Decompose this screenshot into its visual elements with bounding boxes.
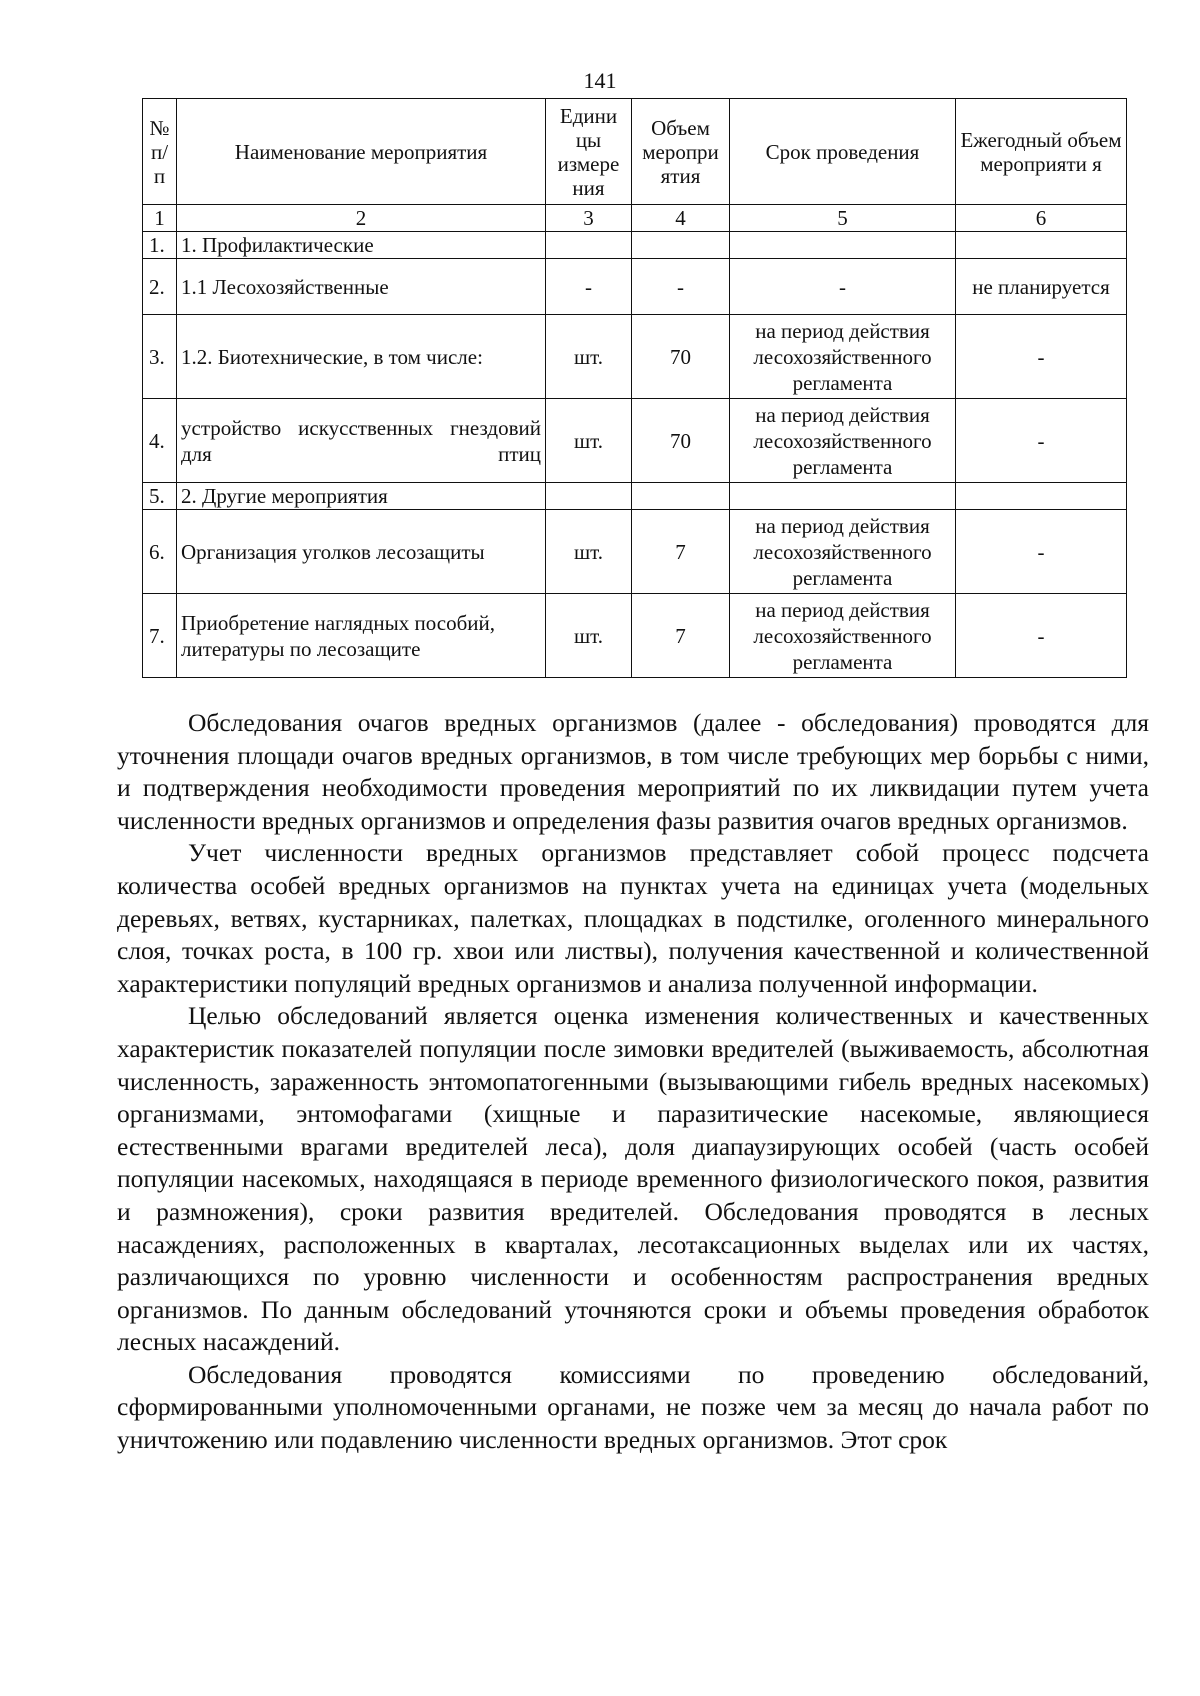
table-cell: 6	[956, 205, 1127, 232]
col-header-term: Срок проведения	[730, 99, 956, 205]
table-cell: 2. Другие мероприятия	[177, 483, 546, 510]
table-cell: Организация уголков лесозащиты	[177, 510, 546, 594]
table-cell	[956, 483, 1127, 510]
table-cell: 5	[730, 205, 956, 232]
table-cell: -	[956, 594, 1127, 678]
measures-table	[142, 98, 1127, 678]
table-cell: 3.	[143, 315, 177, 399]
table-cell: шт.	[546, 594, 632, 678]
table-cell: 1.	[143, 232, 177, 259]
table-cell: шт.	[546, 510, 632, 594]
table-cell: 70	[632, 315, 730, 399]
table-header-row	[143, 99, 1127, 205]
table-cell: 2.	[143, 259, 177, 315]
table-cell	[546, 232, 632, 259]
table-cell: -	[632, 259, 730, 315]
paragraph: Обследования проводятся комиссиями по проведению обследований, сформированными уполномоченными органами, не позже чем за месяц до начала работ по уничтожению или подавлению численности вредных организмов. Этот срок	[117, 1359, 1149, 1455]
table-cell	[730, 232, 956, 259]
table-row	[143, 483, 1127, 510]
table-cell: 7.	[143, 594, 177, 678]
table-row	[143, 315, 1127, 399]
table-cell	[956, 232, 1127, 259]
table-row	[143, 594, 1127, 678]
table-cell: Приобретение наглядных пособий, литературы по лесозащите	[177, 594, 546, 678]
table-cell: устройство искусственных гнездовий для птиц	[177, 399, 546, 483]
table-cell: -	[730, 259, 956, 315]
col-header-annual-volume: Ежегодный объем мероприяти я	[956, 99, 1127, 205]
table-row	[143, 510, 1127, 594]
column-index-row	[143, 205, 1127, 232]
table-cell: 6.	[143, 510, 177, 594]
table-cell: на период действия лесохозяйственного регламента	[730, 399, 956, 483]
table-row	[143, 399, 1127, 483]
table-cell	[730, 483, 956, 510]
table-cell: 5.	[143, 483, 177, 510]
table-cell: на период действия лесохозяйственного регламента	[730, 510, 956, 594]
col-header-unit: Едини цы измере ния	[546, 99, 632, 205]
table-cell	[632, 483, 730, 510]
table-cell	[546, 483, 632, 510]
table-cell: 2	[177, 205, 546, 232]
paragraph: Целью обследований является оценка изменения количественных и качественных характеристик показателей популяции после зимовки вредителей (выживаемость, абсолютная численность, зараженность энтомопатогенными (вызывающими гибель вредных насекомых) организмами, энтомофагами (хищные и паразитические насекомые, являющиеся естественными врагами вредителей леса), доля диапаузирующих особей (часть особей популяции насекомых, находящаяся в периоде временного физиологического покоя, развития и размножения), сроки развития вредителей. Обследования проводятся в лесных насаждениях, расположенных в кварталах, лесотаксационных выделах или их частях, различающихся по уровню численности и особенностям распространения вредных организмов. По данным обследований уточняются сроки и объемы проведения обработок лесных насаждений.	[117, 1001, 1149, 1357]
table-cell: 3	[546, 205, 632, 232]
table-cell	[632, 232, 730, 259]
table-row	[143, 232, 1127, 259]
table-cell: 4	[632, 205, 730, 232]
table-cell: не планируется	[956, 259, 1127, 315]
paragraph: Учет численности вредных организмов представляет собой процесс подсчета количества особей вредных организмов на пунктах учета на единицах учета (модельных деревьях, ветвях, кустарниках, палетках, площадках в подстилке, оголенного минерального слоя, точках роста, в 100 гр. хвои или листвы), получения качественной и количественной характеристики популяций вредных организмов и анализа полученной информации.	[117, 838, 1149, 998]
table-cell: 1. Профилактические	[177, 232, 546, 259]
col-header-name: Наименование мероприятия	[177, 99, 546, 205]
table-cell: на период действия лесохозяйственного регламента	[730, 594, 956, 678]
table-cell: -	[956, 315, 1127, 399]
table-cell: -	[956, 510, 1127, 594]
table-row	[143, 259, 1127, 315]
body-text	[117, 707, 1149, 1457]
col-header-number: № п/ п	[143, 99, 177, 205]
table-cell: 1.1 Лесохозяйственные	[177, 259, 546, 315]
table-cell: шт.	[546, 315, 632, 399]
table-cell: 7	[632, 510, 730, 594]
table-cell: на период действия лесохозяйственного регламента	[730, 315, 956, 399]
col-header-volume: Объем меропри ятия	[632, 99, 730, 205]
table-cell: -	[546, 259, 632, 315]
table-cell: 1	[143, 205, 177, 232]
table-cell: 4.	[143, 399, 177, 483]
table-cell: -	[956, 399, 1127, 483]
table-cell: 1.2. Биотехнические, в том числе:	[177, 315, 546, 399]
paragraph: Обследования очагов вредных организмов (далее - обследования) проводятся для уточнения площади очагов вредных организмов, в том числе требующих мер борьбы с ними, и подтверждения необходимости проведения мероприятий по их ликвидации путем учета численности вредных организмов и определения фазы развития очагов вредных организмов.	[117, 708, 1149, 835]
table-cell: шт.	[546, 399, 632, 483]
page-number: 141	[583, 68, 617, 93]
table-cell: 7	[632, 594, 730, 678]
table-cell: 70	[632, 399, 730, 483]
